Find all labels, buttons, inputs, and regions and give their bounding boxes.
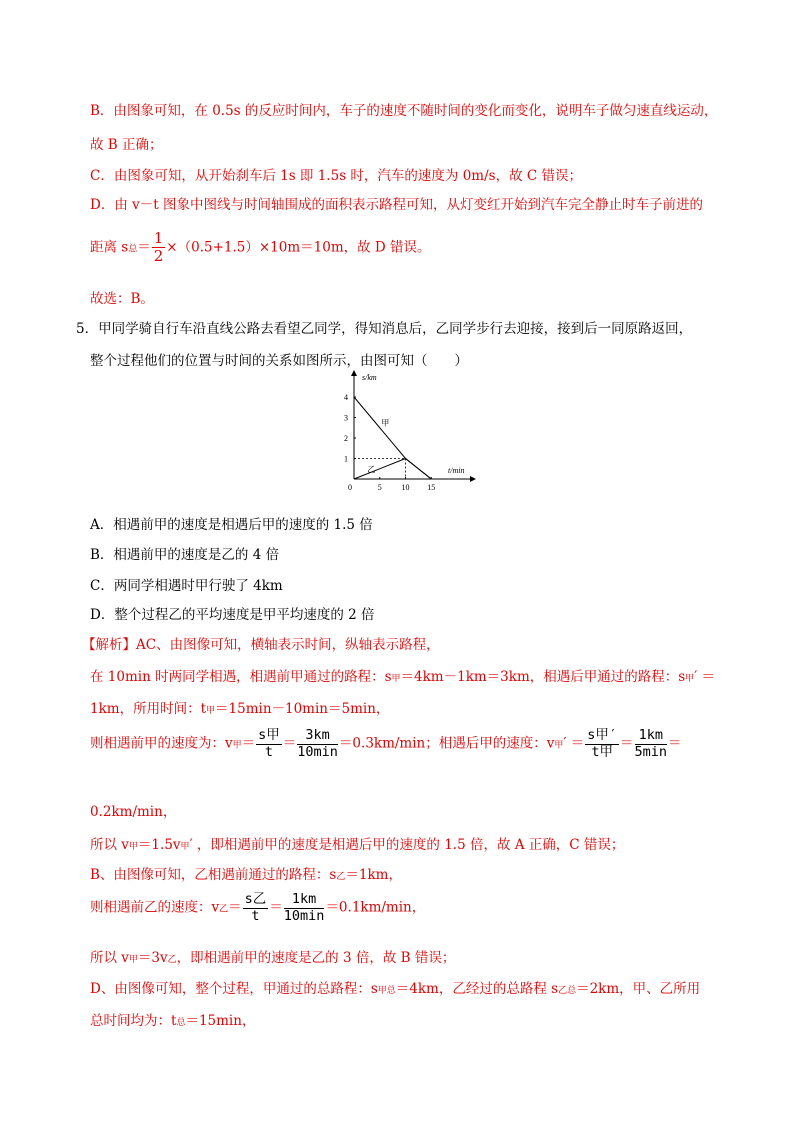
y-tick-label: 2 xyxy=(344,434,348,443)
question-stem-line2: 整个过程他们的位置与时间的关系如图所示，由图可知（ ） xyxy=(90,353,468,369)
fraction-1km-5min: $\frac{1km}{5\min}$ xyxy=(634,727,668,760)
fraction-3km-10min: $\frac{3km}{10\min}$ xyxy=(297,727,338,760)
prev-option-b-line1: B．由图象可知，在 0.5s 的反应时间内，车子的速度不随时间的变化而变化，说明车子做匀速直线运动， xyxy=(90,103,718,119)
question-stem-line1: 5．甲同学骑自行车沿直线公路去看望乙同学，得知消息后，乙同学步行去迎接，接到后一同原路返回， xyxy=(76,321,693,337)
prev-option-c: C．由图象可知，从开始刹车后 1s 即 1.5s 时，汽车的速度为 0m/s，故 C 错误； xyxy=(90,168,582,184)
y-axis-arrow xyxy=(351,370,357,376)
x-tick-label: 15 xyxy=(427,483,436,492)
solution-line1: 在 10min 时两同学相遇，相遇前甲通过的路程：s甲＝4km－1km＝3km，相遇后甲通过的路程：s甲′ ＝ xyxy=(90,669,716,685)
y-tick-label: 1 xyxy=(344,454,348,464)
option-c: C．两同学相遇时甲行驶了 4km xyxy=(90,578,283,594)
solution-line7: 则相遇前乙的速度：v乙＝ $\frac{\text{s乙}}{t}$ ＝ $\frac{1km}{10\min}$ ＝0.1km/min， xyxy=(90,891,426,924)
solution-heading: 【解析】AC、由图像可知，横轴表示时间，纵轴表示路程， xyxy=(82,637,440,653)
prev-option-b-line2: 故 B 正确； xyxy=(90,137,163,153)
fraction-s-yi-over-t: $\frac{\text{s乙}}{t}$ xyxy=(244,891,267,924)
solution-line3: 则相遇前甲的速度为：v甲＝ $\frac{\text{s甲}}{t}$ ＝ $\frac{3km}{10\min}$ ＝0.3km/min；相遇后甲的速度：v甲′ ＝ $\frac{\text{s甲′}}{\text{t甲}}$ ＝ $\frac{1km}{5\min}$ ＝ xyxy=(90,727,682,760)
option-b: B．相遇前甲的速度是乙的 4 倍 xyxy=(90,547,280,563)
chart-plot-area xyxy=(344,370,476,492)
fraction-one-half: $\frac{1}{2}$ xyxy=(153,229,164,266)
fraction-s-jia-prime-over-t-jia: $\frac{\text{s甲′}}{\text{t甲}}$ xyxy=(587,727,618,760)
position-time-chart xyxy=(330,368,480,498)
solution-line5: 所以 v甲＝1.5v甲′ ，即相遇前甲的速度是相遇后甲的速度的 1.5 倍，故 A 正确，C 错误； xyxy=(90,837,625,853)
series-line-jia xyxy=(354,397,431,479)
series-line-yi xyxy=(354,459,431,480)
solution-line2: 1km，所用时间：t甲＝15min－10min＝5min， xyxy=(90,701,390,717)
solution-line4: 0.2km/min， xyxy=(90,804,177,820)
y-tick-label: 4 xyxy=(344,393,348,402)
x-axis-arrow xyxy=(470,476,476,482)
x-tick-label: 10 xyxy=(401,483,410,492)
solution-line6: B、由图像可知，乙相遇前通过的路程：s乙＝1km， xyxy=(90,867,402,883)
option-a: A．相遇前甲的速度是相遇后甲的速度的 1.5 倍 xyxy=(90,517,373,533)
x-tick-label: 0 xyxy=(348,483,352,492)
solution-line8: 所以 v甲＝3v乙，即相遇前甲的速度是乙的 3 倍，故 B 错误； xyxy=(90,950,456,966)
series-label-jia: 甲 xyxy=(381,418,390,428)
fraction-s-over-t: $\frac{\text{s甲}}{t}$ xyxy=(258,727,280,760)
option-d: D．整个过程乙的平均速度是甲平均速度的 2 倍 xyxy=(90,607,375,623)
x-axis-label: t/min xyxy=(448,466,465,475)
solution-line9: D、由图像可知，整个过程，甲通过的总路程：s甲总＝4km，乙经过的总路程 s乙总＝2km，甲、乙所用 xyxy=(90,981,701,997)
solution-line10: 总时间均为：t总＝15min， xyxy=(90,1013,256,1029)
y-axis-label: s/km xyxy=(362,373,377,382)
fraction-1km-10min: $\frac{1km}{10\min}$ xyxy=(283,891,325,924)
prev-answer: 故选：B。 xyxy=(90,291,154,307)
x-tick-label: 5 xyxy=(377,483,382,492)
series-label-yi: 乙 xyxy=(367,464,376,474)
prev-option-d-line2: 距离 s总＝ $\frac{1}{2}$ ×（0.5+1.5）×10m＝10m，故 D 错误。 xyxy=(90,229,431,266)
prev-option-d-line1: D．由 v－t 图象中图线与时间轴围成的面积表示路程可知，从灯变红开始到汽车完全静止时车子前进的 xyxy=(90,197,703,213)
y-tick-label: 3 xyxy=(344,413,348,423)
